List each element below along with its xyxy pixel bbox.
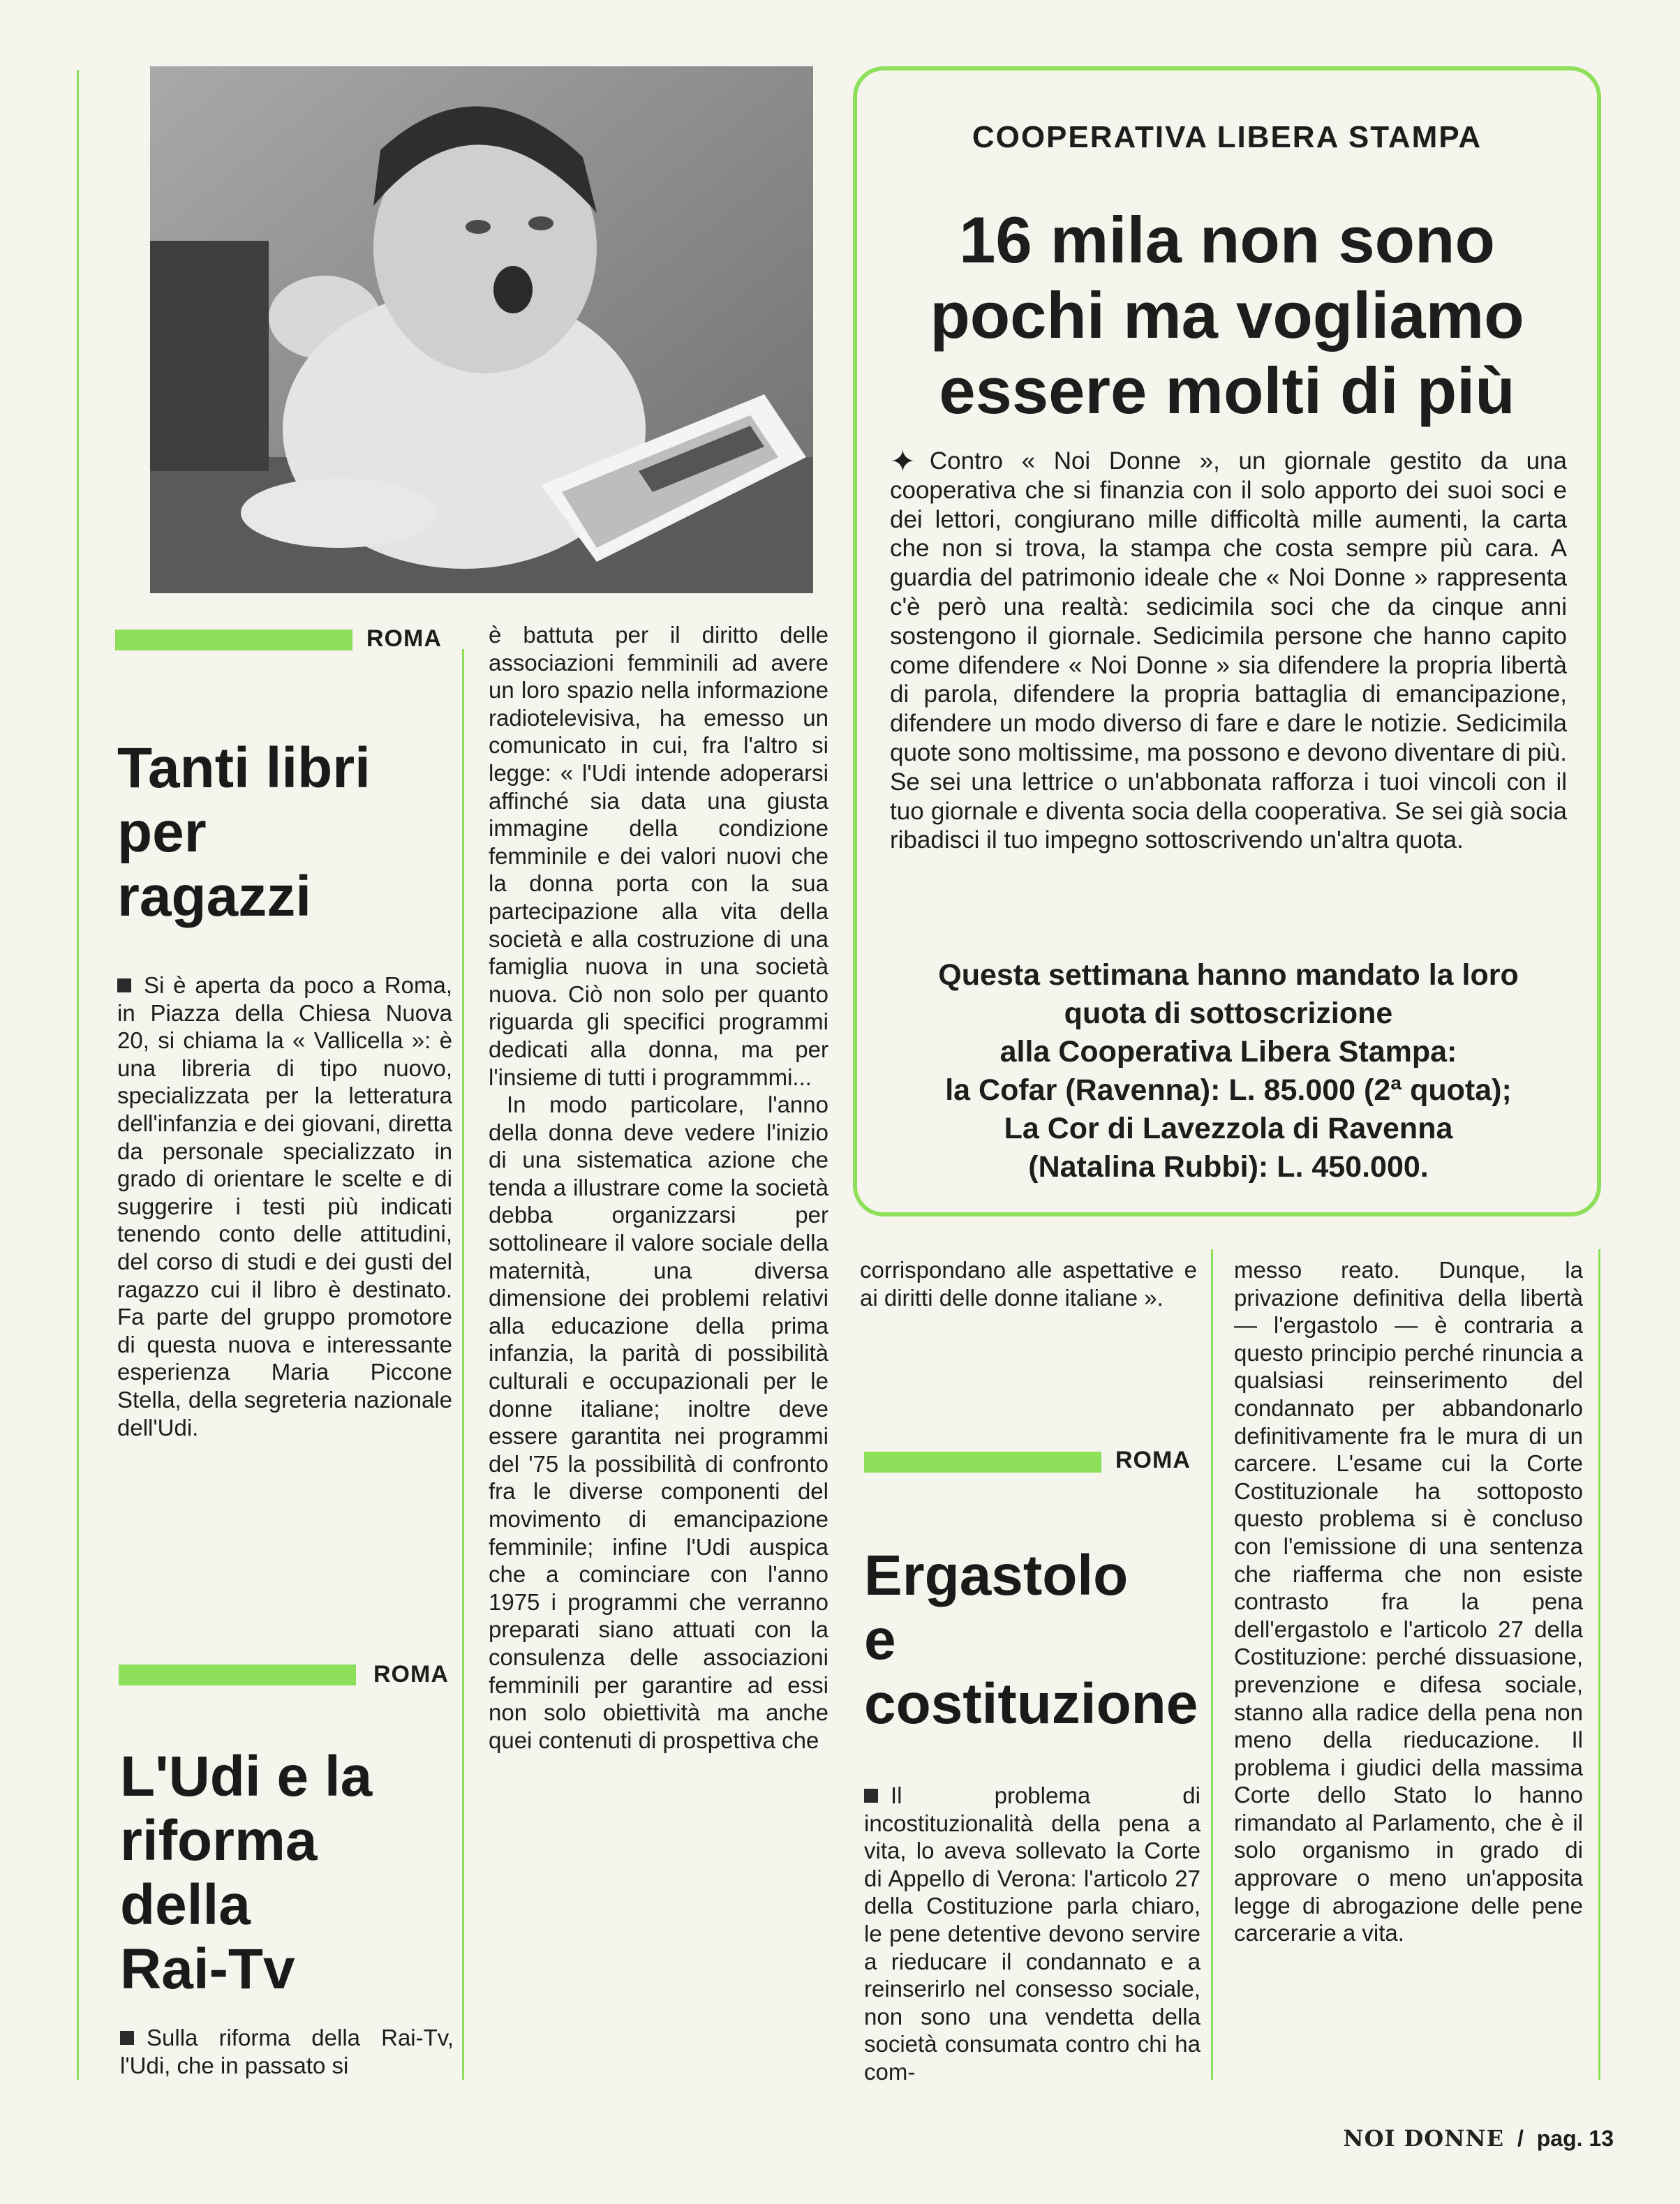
article-2-body-end: corrispondano alle aspettative e ai diritti delle donne italiane ».: [860, 1257, 1197, 1311]
article-3-body: Il problema di incostituzionalità della pena a vita, lo aveva sollevato la Corte di Appello di Verona: l'articolo 27 della Costituzione parla chiaro, le pene detentive devono servire a rieducare il condannato e a reinserirlo nel consesso sociale, non sono una vendetta della società consumata contro chi ha com-: [864, 1782, 1200, 2085]
page-number: pag. 13: [1536, 2126, 1614, 2151]
box-contributors: Questa settimana hanno mandato la loro quota di sottoscrizione alla Cooperativa Libera Stampa: la Cofar (Ravenna): L. 85.000 (2ª quota); La Cor di Lavezzola di Ravenna (Natalina Rubbi): L. 450.000.: [938, 958, 1519, 1184]
diamond-star-icon: ✦: [890, 445, 916, 479]
column-rule-middle: [462, 649, 464, 2080]
article-2-body-start: Sulla riforma della Rai-Tv, l'Udi, che in passato si: [120, 2025, 454, 2078]
bullet-square-icon: [117, 978, 131, 992]
box-body: ✦ Contro « Noi Donne », un giornale gestito da una cooperativa che si finanzia con il solo apporto dei suoi soci e dei lettori, congiurano mille difficoltà mille aumenti, la carta che non si trova, la stampa che costa sempre più cara. A guardia del patrimonio ideale che « Noi Donne » rappresenta c'è però una realtà: sedicimila soci che da cinque anni sostengono il giornale. Sedicimila persone che hanno capito come difendere « Noi Donne » sia difendere la propria libertà di parola, difendere la propria battaglia di emancipazione, difendere un modo diverso di fare e dare le notizie. Sedicimila quote sono moltissime, ma possono e devono diventare di più. Se sei una lettrice o un'abbonata rafforza i tuoi vincoli con il tuo giornale e diventa socia della cooperativa. Se sei già socia ribadisci il tuo impegno sottoscrivendo un'altra quota.: [890, 445, 1567, 854]
column-rule-right-lower: [1211, 1249, 1213, 2080]
article-2-body-column-2: è battuta per il diritto delle associazioni femminili ad avere un loro spazio nella informazione radiotelevisiva, ha emesso un comunicato in cui, fra l'altro si legge: « l'Udi intende adoperarsi affinché sia data una giusta immagine della condizione femminile e dei valori nuovi che la donna porta con la sua partecipazione alla vita della società e alla costruzione di una famiglia nuova in una società nuova. Ciò non solo per quanto riguarda gli specifici programmi dedicati alla donna, ma per l'insieme di tutti i programmmi... In modo particolare, l'anno della donna deve vedere l'inizio di una sistematica azione che tenda a illustrare come la società debba organizzarsi per sottolineare il valore sociale della maternità, una diversa dimensione dei problemi relativi alla educazione della prima infanzia, la parità di possibilità culturali e occupazionali per le donne italiane; inoltre deve essere garantita nei programmi del '75 la possibilità di confronto fra le diverse componenti del movimento di emancipazione femminile; infine l'Udi auspica che a cominciare con l'anno 1975 i programmi che verranno preparati siano attuati con la consulenza delle associazioni femminili per garantire ad essi non solo obiettività ma anche quei contenuti di prospettiva che: [489, 622, 828, 1753]
photo-child-reading: [150, 66, 813, 593]
section-tag-roma-2: ROMA: [373, 1661, 449, 1688]
article-3-title: Ergastolo e costituzione: [864, 1544, 1198, 1736]
section-bar-3: [864, 1452, 1101, 1473]
column-rule-left: [77, 70, 79, 2080]
article-1-title: Tanti libri per ragazzi: [117, 736, 371, 928]
box-kicker: COOPERATIVA LIBERA STAMPA: [972, 120, 1482, 154]
section-bar-2: [119, 1665, 356, 1685]
bullet-square-icon: [120, 2031, 134, 2045]
article-3-body-cont: messo reato. Dunque, la privazione definitiva della libertà — l'ergastolo — è contraria a questo principio perché rinuncia a qualsiasi reinserimento del condannato per abbandonarlo definitivamente fra le mura di un carcere. L'esame cui la Corte Costituzionale ha sottoposto questo problema si è concluso con l'emissione di una sentenza che riafferma che non esiste contrasto fra la pena dell'ergastolo e l'articolo 27 della Costituzione: perché dissuasione, prevenzione e difesa sociale, stanno alla radice della pena non meno della rieducazione. Il problema i giudici della massima Corte dello Stato lo hanno rimandato al Parlamento, che è il solo organismo in grado di approvare o meno un'apposita legge di abrogazione delle pene carcerarie a vita.: [1234, 1257, 1583, 1946]
box-title: 16 mila non sono pochi ma vogliamo essere molti di più: [930, 203, 1524, 427]
section-tag-roma-3: ROMA: [1115, 1447, 1191, 1473]
section-bar-1: [115, 630, 352, 650]
page-footer: [1343, 2125, 1614, 2152]
section-tag-roma-1: ROMA: [366, 625, 442, 652]
footer-separator: /: [1517, 2126, 1524, 2151]
magazine-logo: NOI DONNE: [1343, 2125, 1505, 2152]
article-1-body: Si è aperta da poco a Roma, in Piazza della Chiesa Nuova 20, si chiama la « Vallicella »: è una libreria di tipo nuovo, specializzata per la letteratura dell'infanzia e dei giovani, diretta da personale specializzato in grado di orientare le scelte e di suggerire i testi più indicati tenendo conto delle attitudini, del corso di studi e dei gusti del ragazzo cui il libro è destinato. Fa parte del gruppo promotore di questa nuova e interessante esperienza Maria Piccone Stella, della segreteria nazionale dell'Udi.: [117, 972, 452, 1440]
photo-icon: [150, 66, 813, 593]
column-rule-far-right: [1598, 1249, 1600, 2080]
article-2-title: L'Udi e la riforma della Rai-Tv: [120, 1745, 373, 2001]
bullet-square-icon: [864, 1789, 878, 1803]
